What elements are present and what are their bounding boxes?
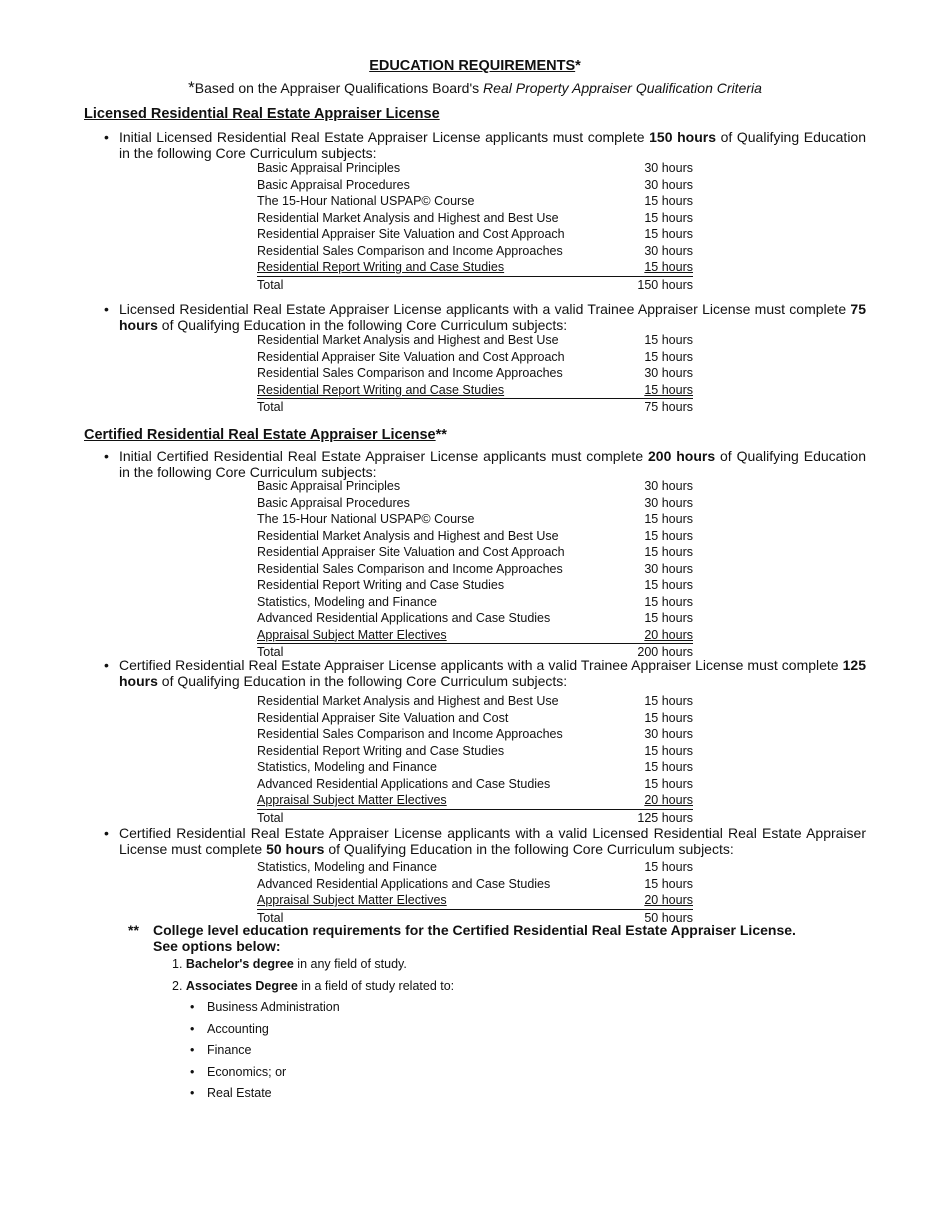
certified-licensed-course-table: [257, 859, 693, 926]
course-hours: 15 hours: [644, 349, 693, 364]
course-hours: 15 hours: [644, 227, 693, 241]
course-row: [257, 859, 693, 876]
course-row: [257, 332, 693, 349]
course-hours: 15 hours: [644, 860, 693, 874]
course-row: [257, 528, 693, 545]
course-row: [257, 177, 693, 194]
page-title: EDUCATION REQUIREMENTS*: [369, 58, 581, 74]
total-hours: 150 hours: [637, 277, 693, 292]
course-name: Residential Market Analysis and Highest and Best Use: [257, 694, 559, 708]
course-hours: 15 hours: [644, 512, 693, 526]
total-hours: 125 hours: [637, 810, 693, 825]
course-row: [257, 743, 693, 760]
course-row: [257, 193, 693, 210]
course-name: Advanced Residential Applications and Case Studies: [257, 776, 551, 791]
course-row: [257, 892, 693, 910]
bullet-marker: •: [190, 1021, 195, 1036]
course-hours: 30 hours: [644, 727, 693, 741]
course-name: Residential Appraiser Site Valuation and Cost Approach: [257, 227, 565, 241]
list-item: [190, 1083, 340, 1105]
list-item: [190, 1019, 340, 1041]
list-item: [190, 1062, 340, 1084]
course-row: [257, 495, 693, 512]
licensed-bullet-initial: • Initial Licensed Residential Real Estate Appraiser License applicants must complete 150 hours of Qualifying Education in the following Core Curriculum subjects:: [104, 129, 867, 161]
course-hours: 30 hours: [644, 177, 693, 192]
course-row: [257, 382, 693, 400]
course-name: Basic Appraisal Procedures: [257, 177, 410, 192]
course-hours: 15 hours: [644, 760, 693, 774]
course-row: [257, 226, 693, 243]
course-row: [257, 876, 693, 893]
certified-bullet-trainee: • Certified Residential Real Estate Appraiser License applicants with a valid Trainee Appraiser License must complete 125 hours of Qualifying Education in the following Core Curriculum subjects:: [104, 657, 866, 689]
course-name: Residential Report Writing and Case Studies: [257, 260, 505, 274]
total-row: [257, 810, 693, 827]
course-name: Appraisal Subject Matter Electives: [257, 793, 447, 807]
course-hours: 15 hours: [644, 528, 693, 543]
course-name: Appraisal Subject Matter Electives: [257, 627, 447, 642]
course-hours: 15 hours: [644, 194, 693, 208]
total-label: Total: [257, 910, 284, 925]
certified-initial-course-table: [257, 478, 693, 661]
course-row: [257, 349, 693, 366]
course-name: Appraisal Subject Matter Electives: [257, 893, 447, 907]
field-name: Economics; or: [207, 1064, 287, 1079]
course-hours: 15 hours: [644, 594, 693, 609]
certified-bullet-licensed: • Certified Residential Real Estate Appraiser License applicants with a valid Licensed Residential Real Estate Appraiser License must complete 50 hours of Qualifying Education in the following Core Curriculum subjects:: [104, 825, 866, 857]
course-name: Residential Appraiser Site Valuation and Cost: [257, 710, 509, 725]
course-hours: 15 hours: [644, 776, 693, 791]
total-row: [257, 399, 693, 416]
course-name: Residential Sales Comparison and Income Approaches: [257, 561, 563, 576]
bullet-marker: •: [190, 1064, 195, 1079]
certified-section-heading: Certified Residential Real Estate Appraiser License**: [84, 427, 447, 443]
bullet-marker: •: [190, 1043, 195, 1057]
course-row: [257, 710, 693, 727]
total-hours: 75 hours: [644, 400, 693, 414]
course-hours: 15 hours: [644, 743, 693, 758]
licensed-initial-course-table: [257, 160, 693, 293]
course-hours: 15 hours: [644, 260, 693, 274]
course-row: [257, 577, 693, 594]
course-name: Statistics, Modeling and Finance: [257, 594, 437, 609]
course-name: The 15-Hour National USPAP© Course: [257, 194, 475, 208]
course-name: Statistics, Modeling and Finance: [257, 760, 437, 774]
course-hours: 30 hours: [644, 561, 693, 576]
course-name: Residential Appraiser Site Valuation and Cost Approach: [257, 545, 565, 559]
course-hours: 15 hours: [644, 545, 693, 559]
field-name: Real Estate: [207, 1086, 272, 1100]
page-subtitle: *Based on the Appraiser Qualifications Board's Real Property Appraiser Qualification Criteria: [188, 78, 762, 97]
total-label: Total: [257, 277, 284, 292]
college-requirements-note: ** College level education requirements for the Certified Residential Real Estate Appraiser License. See options below:: [128, 922, 796, 954]
course-hours: 15 hours: [644, 210, 693, 225]
total-hours: 50 hours: [644, 910, 693, 925]
course-name: Residential Sales Comparison and Income Approaches: [257, 366, 563, 380]
course-name: Residential Market Analysis and Highest and Best Use: [257, 333, 559, 347]
list-item: [190, 1040, 340, 1062]
course-name: Residential Report Writing and Case Studies: [257, 382, 505, 397]
course-hours: 15 hours: [644, 382, 693, 397]
total-label: Total: [257, 810, 284, 825]
course-hours: 20 hours: [644, 627, 693, 642]
course-row: [257, 365, 693, 382]
licensed-bullet-trainee: • Licensed Residential Real Estate Appraiser License applicants with a valid Trainee Appraiser License must complete 75 hours of Qualifying Education in the following Core Curriculum subjects:: [104, 301, 866, 333]
course-name: Residential Report Writing and Case Studies: [257, 743, 505, 758]
course-hours: 15 hours: [644, 333, 693, 347]
course-row: [257, 759, 693, 776]
course-row: [257, 610, 693, 627]
course-name: Basic Appraisal Principles: [257, 479, 401, 493]
certified-trainee-course-table: [257, 693, 693, 826]
course-name: Statistics, Modeling and Finance: [257, 860, 437, 874]
course-row: [257, 478, 693, 495]
course-name: Residential Market Analysis and Highest and Best Use: [257, 210, 559, 225]
course-name: Residential Report Writing and Case Studies: [257, 578, 505, 592]
course-hours: 30 hours: [644, 366, 693, 380]
college-option-1: 1. Bachelor's degree in any field of study.: [172, 957, 407, 971]
total-label: Total: [257, 645, 284, 659]
certified-bullet-initial: • Initial Certified Residential Real Estate Appraiser License applicants must complete 200 hours of Qualifying Education in the following Core Curriculum subjects:: [104, 448, 866, 480]
total-row: [257, 277, 693, 294]
course-name: Advanced Residential Applications and Case Studies: [257, 876, 551, 891]
course-row: [257, 594, 693, 611]
course-hours: 15 hours: [644, 578, 693, 592]
course-name: Residential Sales Comparison and Income Approaches: [257, 243, 563, 258]
degree-fields-list: [190, 997, 340, 1105]
licensed-trainee-course-table: [257, 332, 693, 416]
course-row: [257, 511, 693, 528]
course-row: [257, 627, 693, 645]
course-hours: 15 hours: [644, 694, 693, 708]
course-row: [257, 792, 693, 810]
course-row: [257, 726, 693, 743]
course-name: Residential Market Analysis and Highest and Best Use: [257, 528, 559, 543]
course-hours: 20 hours: [644, 793, 693, 807]
course-row: [257, 259, 693, 277]
course-hours: 15 hours: [644, 710, 693, 725]
course-row: [257, 544, 693, 561]
list-item: [190, 997, 340, 1019]
bullet-marker: •: [190, 1086, 195, 1100]
course-row: [257, 210, 693, 227]
course-name: Residential Appraiser Site Valuation and Cost Approach: [257, 349, 565, 364]
course-row: [257, 160, 693, 177]
field-name: Accounting: [207, 1021, 269, 1036]
licensed-section-heading: Licensed Residential Real Estate Appraiser License: [84, 106, 440, 122]
college-option-2: 2. Associates Degree in a field of study related to:: [172, 979, 455, 993]
course-hours: 30 hours: [644, 479, 693, 493]
course-hours: 30 hours: [644, 161, 693, 175]
field-name: Business Administration: [207, 1000, 340, 1014]
course-hours: 30 hours: [644, 243, 693, 258]
bullet-marker: •: [190, 1000, 195, 1014]
course-hours: 15 hours: [644, 611, 693, 625]
course-hours: 15 hours: [644, 876, 693, 891]
course-name: Residential Sales Comparison and Income Approaches: [257, 727, 563, 741]
course-hours: 30 hours: [644, 495, 693, 510]
total-hours: 200 hours: [637, 645, 693, 659]
total-label: Total: [257, 400, 284, 414]
field-name: Finance: [207, 1043, 252, 1057]
course-name: Basic Appraisal Procedures: [257, 495, 410, 510]
course-name: The 15-Hour National USPAP© Course: [257, 512, 475, 526]
course-row: [257, 776, 693, 793]
course-name: Basic Appraisal Principles: [257, 161, 401, 175]
course-row: [257, 561, 693, 578]
course-row: [257, 243, 693, 260]
course-name: Advanced Residential Applications and Case Studies: [257, 611, 551, 625]
course-hours: 20 hours: [644, 893, 693, 907]
course-row: [257, 693, 693, 710]
